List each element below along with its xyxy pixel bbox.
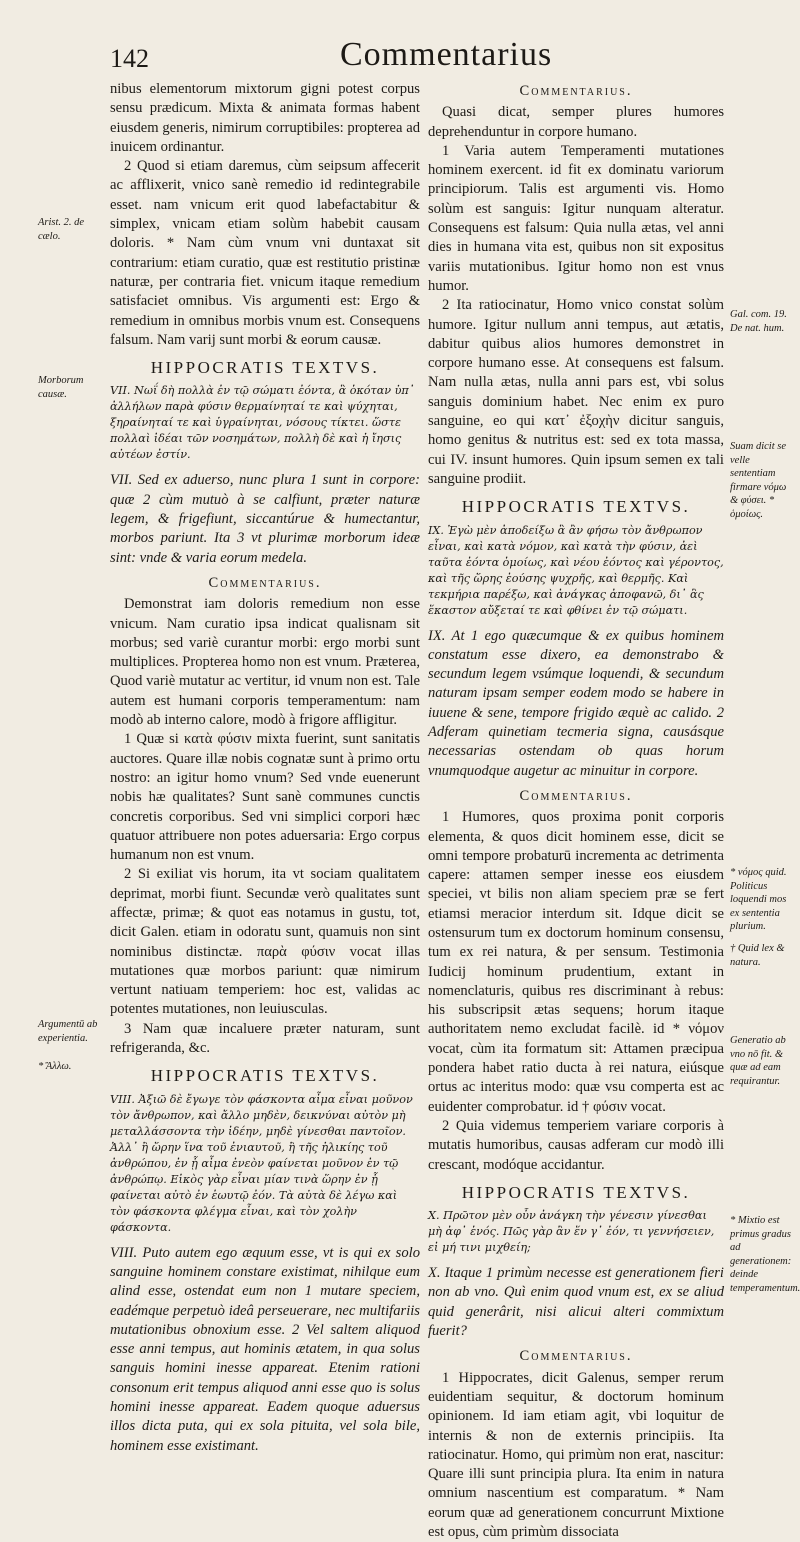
left-column — [110, 80, 420, 1462]
commentary-heading: Commentarius. — [519, 1348, 633, 1365]
paragraph: Demonstrat iam doloris remedium non esse vnicum. Nam curatio ipsa indicat qualisnam sit morbus; sed variè curantur morbi: ergo morbi sunt multiplices. Propterea homo non est vnum. Præterea, Quod variè mutatur ac vertitur, id vnum non est. Tale autem est humani corporis temperamentum: nam modò ab interno calore, modò à frigore affligitur. — [110, 596, 420, 729]
commentary-heading: Commentarius. — [519, 83, 633, 99]
paragraph: 2 Ita ratiocinatur, Homo vnico constat solùm humore. Igitur nullum anni tempus, aut ætatis, dabitur quibus alios humores demonstret in corpore humano esse. At consequens est falsum. Nam nulla ætas, nulla anni pars est, vbi solus sanguis dominium habet. Nec enim ex puro sanguine, eo qui κατ᾿ ἐξοχὴν dicitur sanguis, homo genitus & nutritus est: sed ex tota massa, cui IV. insunt humores. Quin ipsum semen ex tali sanguine prodiit. — [428, 297, 724, 487]
margin-note: Suam dicit se velle sententiam firmare νόμω & φύσει. * ὁμοίως. — [730, 441, 787, 520]
latin-translation: X. Itaque 1 primùm necesse est generationem fieri non ab vno. Quì enim quod vnum est, ex se aliud quid generârit, nisi alicui alteri commixtum fuerit? — [428, 1265, 724, 1340]
margin-note: Morborum causæ. — [38, 375, 84, 400]
running-head — [0, 34, 800, 78]
paragraph: 1 Quæ si κατὰ φύσιν mixta fuerint, sunt sanitatis auctores. Quare illæ nobis cognatæ sunt à primo ortu nostro: an igitur homo vnum? Sed vnde euenerunt nobis hæ qualitates? Sunt sanè communes cunctis concretis corporibus. Sed vni simplici corpori hæc quatuor attribuere non potes aduersaria: Ergo corpus humanum non est vnum. — [110, 731, 420, 864]
paragraph: 3 Nam quæ incaluere præter naturam, sunt refrigeranda, &c. — [110, 1020, 420, 1057]
section-heading: HIPPOCRATIS TEXTVS. — [461, 497, 691, 517]
commentary-heading: Commentarius. — [208, 574, 322, 591]
commentary-heading: Commentarius. — [519, 787, 633, 804]
margin-note: Generatio ab vno nō fit. & quæ ad eam requirantur. — [730, 1035, 786, 1087]
paragraph: 2 Quia videmus temperiem variare corporis à mutatis humoribus, causas adferam cur modò illi crescant, modóque accidantur. — [428, 1117, 724, 1173]
margin-note: Argumentū ab experientia. — [38, 1019, 98, 1044]
greek-text: IX. Ἐγὼ μὲν ἀποδείξω ἃ ἂν φήσω τὸν ἄνθρωπον εἶναι, καὶ κατὰ νόμον, καὶ κατὰ τὴν φύσιν, ἀεὶ ταῦτα ἐόντα ὁμοίως, καὶ νέου ἐόντος καὶ γέροντος, καὶ τῆς ὥρης ἐούσης ψυχρῆς, καὶ θερμῆς. Καὶ τεκμήρια παρέξω, καὶ ἀνάγκας ἀποφανῶ, δι᾿ ἃς ἕκαστον αὔξεταί τε καὶ φθίνει ἐν τῷ σώματι. — [428, 523, 724, 617]
paragraph: 2 Quod si etiam daremus, cùm seipsum affecerit ac afflixerit, vnico sanè remedio id redintegrabile esset. nam vnicum erit quod labefactabitur & simplex, vnicam etiam solùm habebit causam doloris. * Nam cùm vnum vni duntaxat sit contrarium: etiam curatio, quæ est restitutio pristinæ naturæ, per contraria fiet. vnicum itaque remedium satisfaciet omnibus. Vis argumenti est: Ergo & remedium in omnibus morbis vnum est. Consequens falsum. Nam varij sunt morbi & eorum causæ. — [110, 158, 420, 348]
paragraph: nibus elementorum mixtorum gigni potest corpus sensu prædicum. Mixta & animata formas habent eiusdem generis, nimirum corruptibiles: propterea ad inuicem ordinantur. — [110, 81, 420, 155]
paragraph: Quasi dicat, semper plures humores deprehenduntur in corpore humano. — [428, 104, 724, 140]
latin-translation: VIII. Puto autem ego æquum esse, vt is qui ex solo sanguine hominem constare existimat, nihilque eum alind esse, ostendat eum non 1 mutare speciem, eadémque perpetuò ideâ perseuerare, nec multifariis mutationibus obnoxium esse. 2 Vel saltem aliquod esse anni tempus, aut hominis ætatem, in qua solus sanguis homini inesse appareat. Etenim rationi consonum erit tempus aliquod anni esse quo is solus homini inesse appareat. Eadem quoque aduersus illos dicta puta, qui ex sola pituita, vel sola bile, hominem esse existimant. — [110, 1244, 420, 1454]
latin-translation: VII. Sed ex aduerso, nunc plura 1 sunt in corpore: quæ 2 cùm mutuò à se calfiunt, præter naturæ legem, & frigefiunt, siccantúrue & humectantur, morbos pariunt. Ita 3 vt plurimæ morborum ideæ sint: vnde & varia eorum medela. — [110, 472, 420, 566]
section-heading: HIPPOCRATIS TEXTVS. — [150, 1066, 380, 1086]
section-heading: HIPPOCRATIS TEXTVS. — [461, 1182, 691, 1202]
margin-note: * Ἄλλω. — [38, 1061, 72, 1072]
section-heading: HIPPOCRATIS TEXTVS. — [150, 358, 380, 378]
paragraph: 1 Varia autem Temperamenti mutationes hominem exercent. id fit ex dominatu variorum principiorum. Talis est argumenti vis. Homo solùm est sanguis: Igitur nunquam alteratur. Consequens est falsum: Quia nulla ætas, vel anni dies in humana vita est, quibus non sit expositus variis mutationibus. Igitur homo non est vnus humor. — [428, 142, 724, 294]
margin-note: Arist. 2. de cælo. — [38, 217, 85, 242]
greek-text: X. Πρῶτον μὲν οὖν ἀνάγκη τὴν γένεσιν γίνεσθαι μὴ ἀφ᾿ ἑνός. Πῶς γὰρ ἂν ἕν γ᾿ ἐόν, τι γεννήσειεν, εἰ μή τινι μιχθείη; — [428, 1209, 715, 1255]
page-number: 142 — [110, 44, 149, 73]
paragraph: 1 Humores, quos proxima ponit corporis elementa, & quos dicit hominem esse, dicit se omni tempore probaturū incrementa ac detrimenta capere: attamen semper inesse eos eiusdem speciei, vt bilis non aliam speciem præ se fert etiamsi meracior interdum sit. Idque dicit se ostensurum tum ex doctorum hominum consensu, tum ex rei natura, & per sensum. Testimonia Iudicij hominum prudentium, extant in nomenclaturis, quibus res discriminant à rebus: his subscripsit ætas sequens; horum itaque authoritatem nemo excludat facilè. id * νόμον vocat, cùm ita formatum sit: Attamen præcipua pondera habet ratio ducta à rei natura, eiúsque ortus ac interitus modo: quæ vsu comperta est ac euidenter comprobatur. id † φύσιν vocat. — [428, 809, 724, 1115]
right-column — [428, 80, 724, 1542]
margin-note: Gal. com. 19. De nat. hum. — [730, 309, 787, 334]
margin-note: * Mixtio est primus gradus ad generationem: deinde temperamentum. — [730, 1215, 800, 1294]
running-title: Commentarius — [340, 36, 553, 73]
margin-note: * νόμος quid. Politicus loquendi mos ex sententia plurium. — [730, 867, 787, 932]
margin-note: † Quid lex & natura. — [730, 943, 785, 968]
latin-translation: IX. At 1 ego quæcumque & ex quibus hominem constatum esse dixero, ea demonstrabo & secundum legem vsúmque loquendi, & secundum naturam ipsam semper eodem modo se habere in iuuene & sene, tempore frigido æquè ac calido. 2 Adferam quinetiam tecmeria signa, causásque necessarias ostendam ob quas horum vnumquodque augetur ac minuitur in corpore. — [428, 627, 724, 779]
greek-text: VII. Νωΐ δὴ πολλὰ ἐν τῷ σώματι ἐόντα, ἃ ὁκόταν ὑπ᾿ ἀλλήλων παρὰ φύσιν θερμαίνηταί τε καὶ ψύχηται, ξηραίνηταί τε καὶ ὑγραίνηται, νόσους τίκτει. ὥστε πολλαὶ ἰδέαι τῶν νοσημάτων, πολλὴ δὲ καὶ ἡ ἴησις αὐτέων ἐστίν. — [110, 384, 415, 462]
paragraph: 1 Hippocrates, dicit Galenus, semper rerum euidentiam sequitur, & doctorum hominum opinionem. Id iam etiam agit, vbi loquitur de internis & non de externis principiis. Ita ratiocinatur. Homo, qui primùm non erat, nascitur: Quare illi sunt principia plura. Ita enim in natura omnium nascentium est comparatum. * Nam eorum quæ ad generationem concurrunt Mixtione est opus, cùm primùm dissociata — [428, 1369, 724, 1540]
paragraph: 2 Si exiliat vis horum, ita vt sociam qualitatem deprimat, morbi fiunt. Secundæ verò qualitates sunt affectæ, primæ; & quot eas notamus in gustu, tot, dicit Galen. etiam in odoratu sunt, quamuis non sint nominibus distinctæ. παρὰ φύσιν vocat illas mutationes quæ morbos pariunt: quæ nimirum vertunt natiuam temperiem: hoc est, validas ac potentes mutationes, non leuiusculas. — [110, 866, 420, 1018]
greek-text: VIII. Ἀξιῶ δὲ ἔγωγε τὸν φάσκοντα αἷμα εἶναι μοῦνον τὸν ἄνθρωπον, καὶ ἄλλο μηδὲν, δεικνύναι αὐτὸν μὴ μεταλλάσσοντα τὴν ἰδέην, μηδὲ γίνεσθαι παντοῖον. Ἀλλ᾿ ἢ ὥρην ἵνα τοῦ ἐνιαυτοῦ, ἢ τῆς ἡλικίης τοῦ ἀνθρώπου, ἐν ᾗ αἷμα ἐνεὸν φαίνεται μοῦνον ἐν τῷ ἀνθρώπῳ. Εἰκὸς γὰρ εἶναι μίαν τινὰ ὥρην ἐν ᾗ φαίνεται αὐτὸ ἐν ἑωυτῷ ἐόν. Τὰ αὐτὰ δὲ λέγω καὶ τὸν φάσκοντα φλέγμα εἶναι, καὶ τὸν χολὴν φάσκοντα. — [110, 1092, 413, 1234]
